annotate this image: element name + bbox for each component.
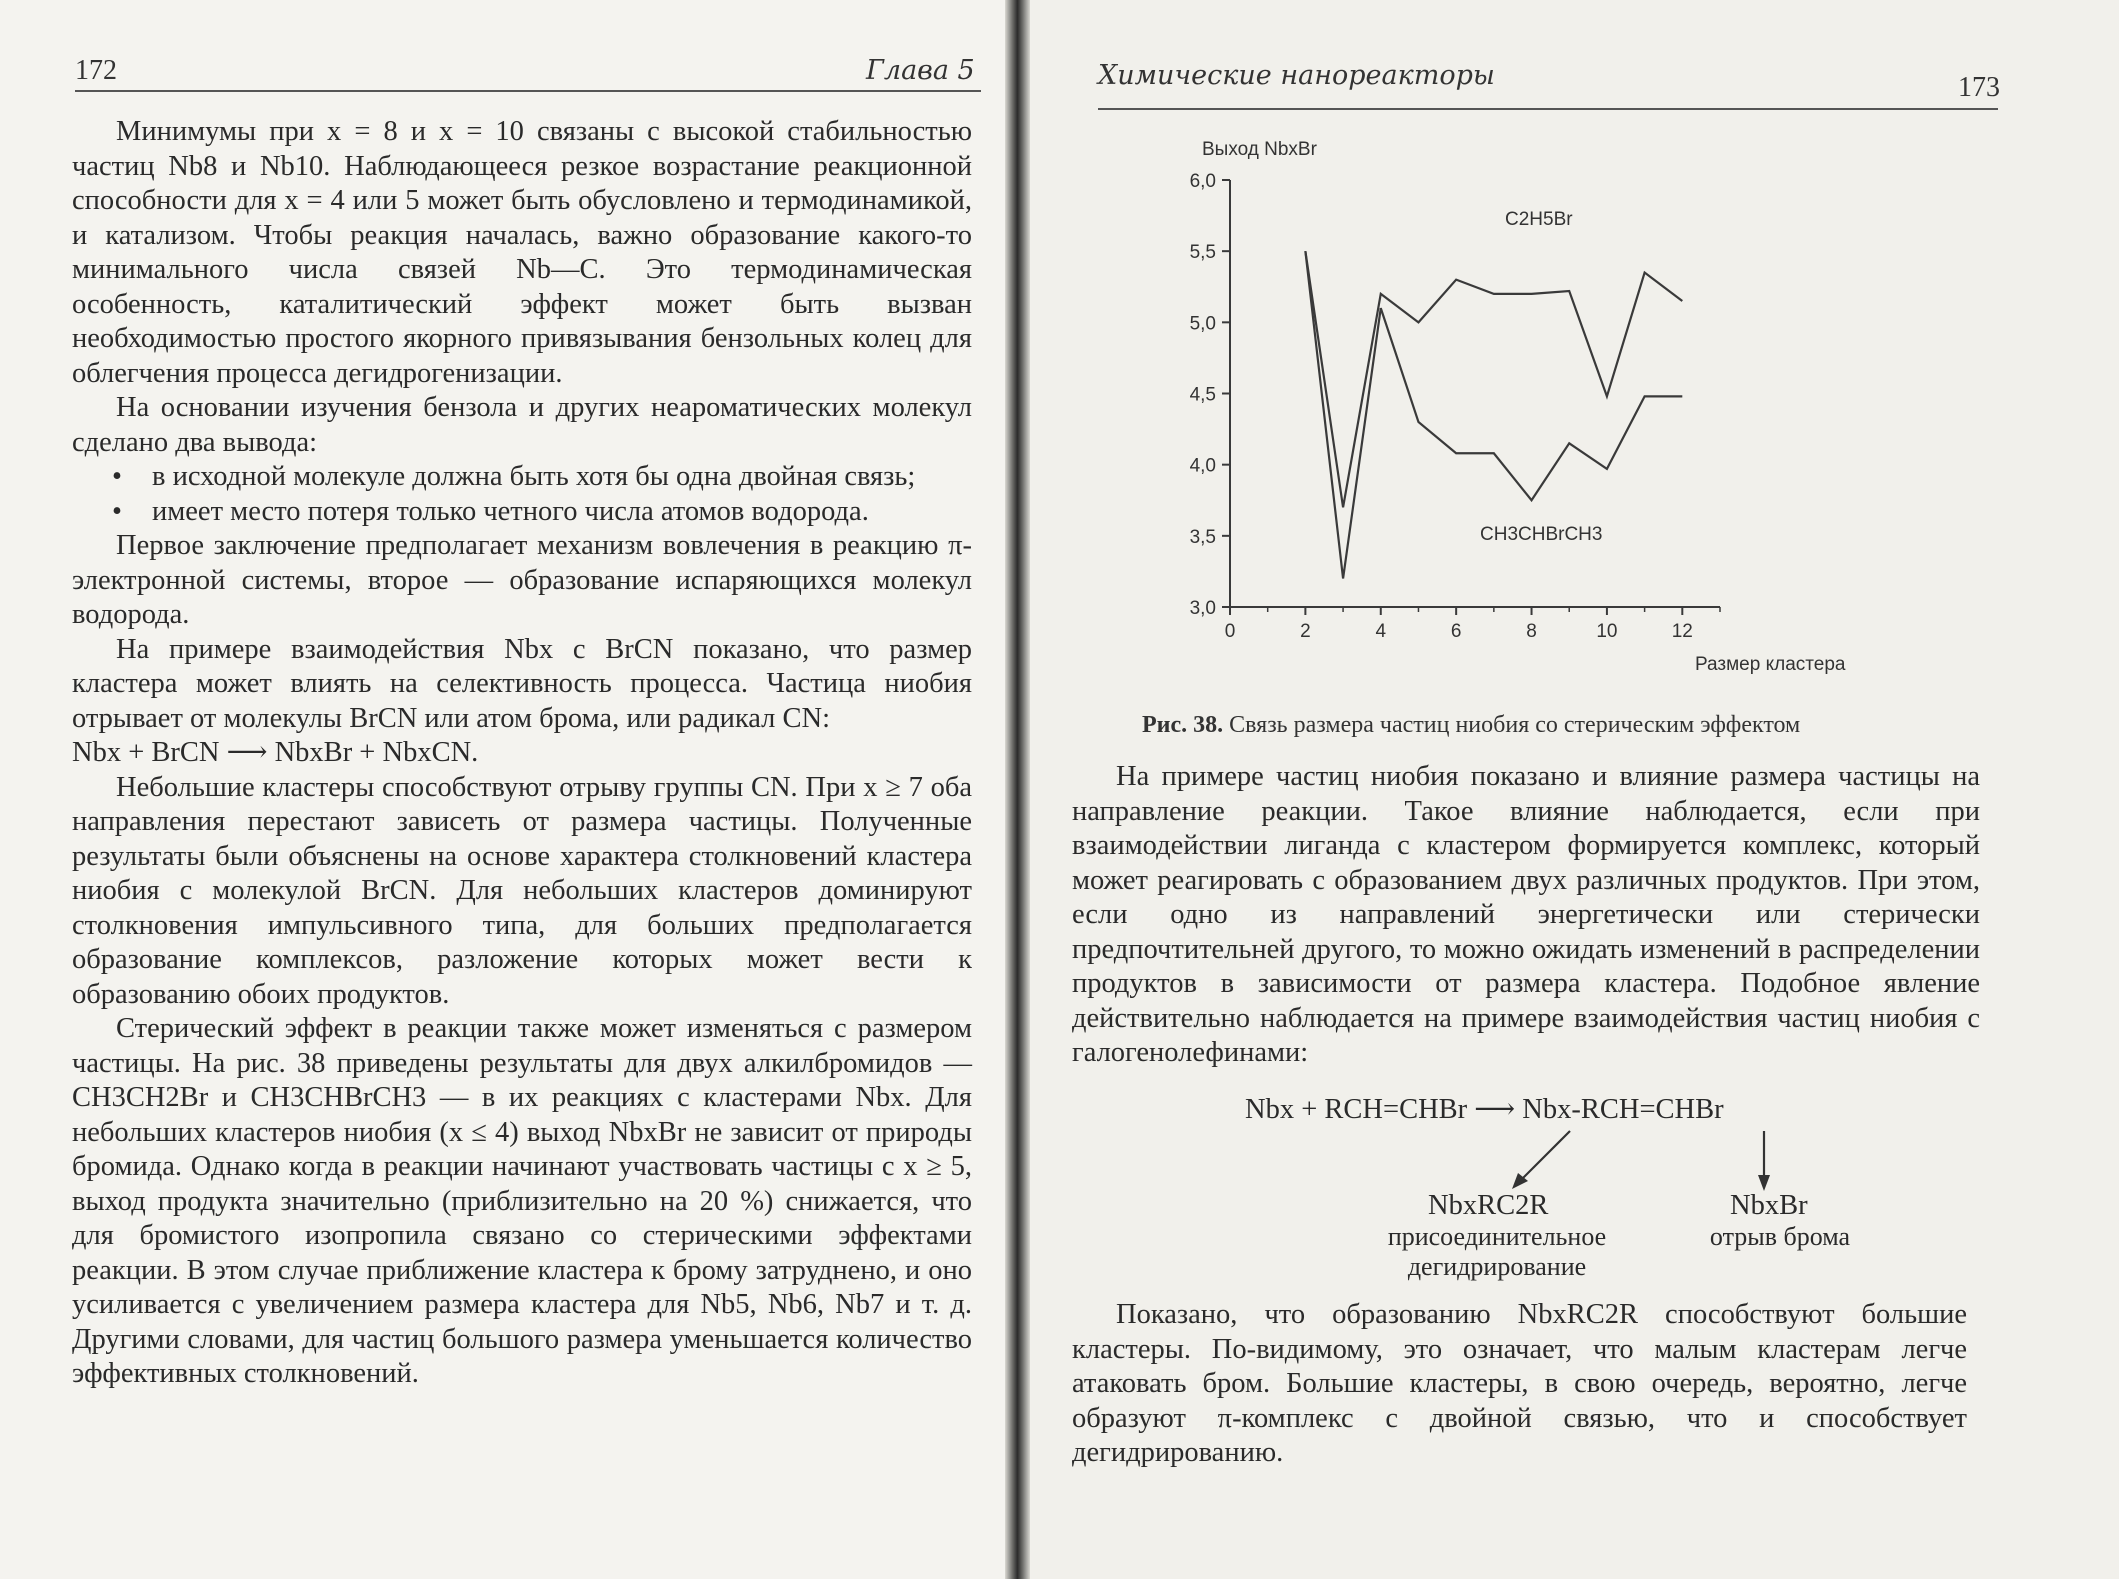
scheme-top: Nbx + RCH=CHBr ⟶ Nbx-RCH=CHBr xyxy=(1245,1094,1724,1125)
chart-ylabel: Выход NbxBr xyxy=(1202,139,1317,160)
y-tick-label: 3,5 xyxy=(1189,526,1216,548)
paragraph: Первое заключение предполагает механизм вовлечения в реакцию π-электронной системы, второе — образование испаряющихся молекул водорода. xyxy=(72,530,972,630)
x-tick-label: 8 xyxy=(1526,621,1537,642)
series-label-c2h5br: C2H5Br xyxy=(1505,209,1573,230)
reaction-formula: Nbx + BrCN ⟶ NbxBr + NbxCN. xyxy=(72,737,479,768)
y-tick-label: 5,5 xyxy=(1189,242,1216,264)
right-text-column-top xyxy=(1072,760,1980,1071)
bullet-item: • имеет место потеря только четного числа атомов водорода. xyxy=(72,495,972,530)
figure-38-chart xyxy=(1160,125,1920,685)
bullet-item: • в исходной молекуле должна быть хотя бы одна двойная связь; xyxy=(72,460,972,495)
series-label-ch3chbrch3: CH3CHBrCH3 xyxy=(1480,524,1603,545)
paragraph: На основании изучения бензола и других неароматических молекул сделано два вывода: xyxy=(72,392,972,458)
header-rule xyxy=(75,90,981,92)
chart-x-ticks xyxy=(1225,607,1720,642)
header-rule xyxy=(1098,108,1998,110)
paragraph: Небольшие кластеры способствуют отрыву группы CN. При x ≥ 7 оба направления перестают зависеть от размера частицы. Полученные результаты были объяснены на основе характера столкновений кластера ниобия с молекулой BrCN. Для небольших кластеров доминируют столкновения импульсивного типа, для больших предполагается образование комплексов, разложение которых может вести к образованию обоих продуктов. xyxy=(72,771,972,1010)
series-line-0 xyxy=(1305,251,1682,507)
product1-label-line2: дегидрирование xyxy=(1407,1252,1587,1281)
chart-axes xyxy=(1230,180,1720,607)
paragraph: На примере взаимодействия Nbx с BrCN показано, что размер кластера может влиять на селективность процесса. Частица ниобия отрывает от молекулы BrCN или атом брома, или радикал CN: xyxy=(72,633,972,734)
book-gutter xyxy=(1005,0,1030,1579)
y-tick-label: 5,0 xyxy=(1189,313,1216,335)
x-tick-label: 12 xyxy=(1671,621,1693,642)
left-page xyxy=(0,0,1005,1579)
chart-y-ticks xyxy=(1190,171,1230,619)
page-number: 173 xyxy=(1958,72,2000,103)
x-tick-label: 4 xyxy=(1375,621,1387,642)
y-tick-label: 3,0 xyxy=(1189,598,1216,619)
figure-caption xyxy=(1142,712,1800,739)
figure-caption-text: Связь размера частиц ниобия со стерическим эффектом xyxy=(1229,712,1801,738)
product1-label-line1: присоединительное xyxy=(1387,1222,1607,1251)
right-text-column-bottom xyxy=(1072,1298,1967,1471)
running-head: Глава 5 xyxy=(866,55,975,86)
chart-xlabel: Размер кластера xyxy=(1695,654,1846,675)
paragraph: На примере частиц ниобия показано и влияние размера частицы на направление реакции. Такое влияние наблюдается, если при взаимодействии лиганда с кластером формируется комплекс, который может реагировать с образованием двух различных продуктов. При этом, если одно из направлений энергетически или стерически предпочтительней другого, то можно ожидать изменений в распределении продуктов в зависимости от размера кластера. Подобное явление действительно наблюдается на примере взаимодействия частиц ниобия с галогенолефинами: xyxy=(1072,761,1980,1068)
scheme-arrows xyxy=(1510,1125,1810,1195)
left-text-column xyxy=(72,115,972,1392)
paragraph: Стерический эффект в реакции также может изменяться с размером частицы. На рис. 38 приведены результаты для двух алкилбромидов — CH3CH2Br и CH3CHBrCH3 — в их реакциях с кластерами Nbx. Для небольших кластеров ниобия (x ≤ 4) выход NbxBr не зависит от природы бромида. Однако когда в реакции начинают участвовать частицы с x ≥ 5, выход продукта значительно (приблизительно на 20 %) снижается, что для бромистого изопропила связано со стерическими эффектами реакции. В этом случае приближение кластера к брому затруднено, и оно усиливается с увеличением размера кластера для Nb5, Nb6, Nb7 и т. д. Другими словами, для частиц большого размера уменьшается количество эффективных столкновений. xyxy=(72,1013,972,1389)
y-tick-label: 4,0 xyxy=(1189,455,1216,477)
product1: NbxRC2R xyxy=(1428,1190,1549,1221)
figure-label: Рис. 38. xyxy=(1142,712,1224,738)
product2-label: отрыв брома xyxy=(1709,1222,1851,1251)
x-tick-label: 0 xyxy=(1224,621,1236,642)
y-tick-label: 6,0 xyxy=(1189,171,1216,192)
x-tick-label: 10 xyxy=(1596,621,1618,642)
paragraph: Минимумы при x = 8 и x = 10 связаны с высокой стабильностью частиц Nb8 и Nb10. Наблюдающееся резкое возрастание реакционной способности для x = 4 или 5 может быть обусловлено и термодинамикой, и катализом. Чтобы реакция началась, важно образование какого-то минимального числа связей Nb—C. Это термодинамическая особенность, каталитический эффект может быть вызван необходимостью простого якорного привязывания бензольных колец для облегчения процесса дегидрогенизации. xyxy=(72,116,972,389)
x-tick-label: 2 xyxy=(1300,621,1311,642)
x-tick-label: 6 xyxy=(1450,621,1462,642)
paragraph: Показано, что образованию NbxRC2R способствуют большие кластеры. По-видимому, это означает, что малым кластерам легче атаковать бром. Большие кластеры, в свою очередь, вероятно, легче образуют π-комплекс с двойной связью, что и способствует дегидрированию. xyxy=(1072,1299,1967,1468)
bullet-icon: • xyxy=(112,495,122,527)
arrow-down-icon xyxy=(1758,1175,1770,1191)
bullet-icon: • xyxy=(112,461,122,492)
running-head: Химические нанореакторы xyxy=(1098,60,1495,91)
page-number: 172 xyxy=(75,55,117,86)
y-tick-label: 4,5 xyxy=(1189,384,1216,406)
product2: NbxBr xyxy=(1730,1190,1808,1221)
